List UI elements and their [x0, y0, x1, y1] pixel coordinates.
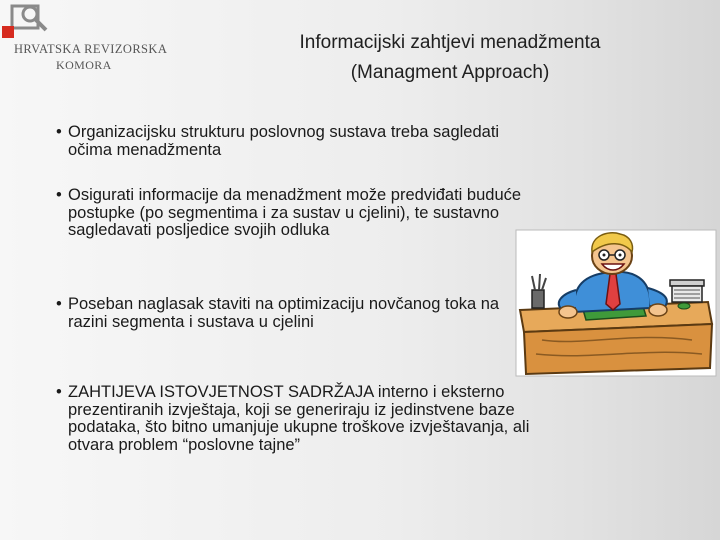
bullet-dot-icon: •	[56, 186, 62, 204]
bullet-dot-icon: •	[56, 295, 62, 313]
bullet-item	[52, 296, 532, 331]
bullet-dot-icon: •	[56, 383, 62, 401]
logo-text-line2: KOMORA	[56, 58, 112, 72]
bullet-text: ZAHTIJEVA ISTOVJETNOST SADRŽAJA interno i eksterno prezentiranih izvještaja, koji se generiraju iz jedinstvene baze podataka, što bitno umanjuje ukupne troškove izvještavanja, ali otvara problem “poslovne tajne”	[68, 383, 530, 454]
businessman-at-desk-icon	[512, 228, 720, 378]
bullet-item	[52, 187, 532, 240]
bullet-text: Osigurati informacije da menadžment može predviđati buduće postupke (po segmentima i za sustav u cjelini), te sustavno sagledavati posljedice svojih odluka	[68, 186, 522, 239]
bullet-text: Organizacijsku strukturu poslovnog sustava treba sagledati očima menadžmenta	[68, 123, 500, 159]
slide-title	[230, 28, 670, 88]
bullet-item	[52, 124, 532, 159]
logo	[0, 0, 168, 80]
bullet-dot-icon: •	[56, 123, 62, 141]
slide-title-line1: Informacijski zahtjevi menadžmenta	[299, 32, 601, 53]
logo-mark-icon	[0, 0, 60, 44]
bullet-text: Poseban naglasak staviti na optimizaciju novčanog toka na razini segmenta i sustava u cjelini	[68, 295, 500, 331]
slide-title-line2: (Managment Approach)	[350, 62, 550, 83]
bullet-item	[52, 384, 532, 454]
logo-text-line1: HRVATSKA REVIZORSKA	[14, 42, 168, 56]
